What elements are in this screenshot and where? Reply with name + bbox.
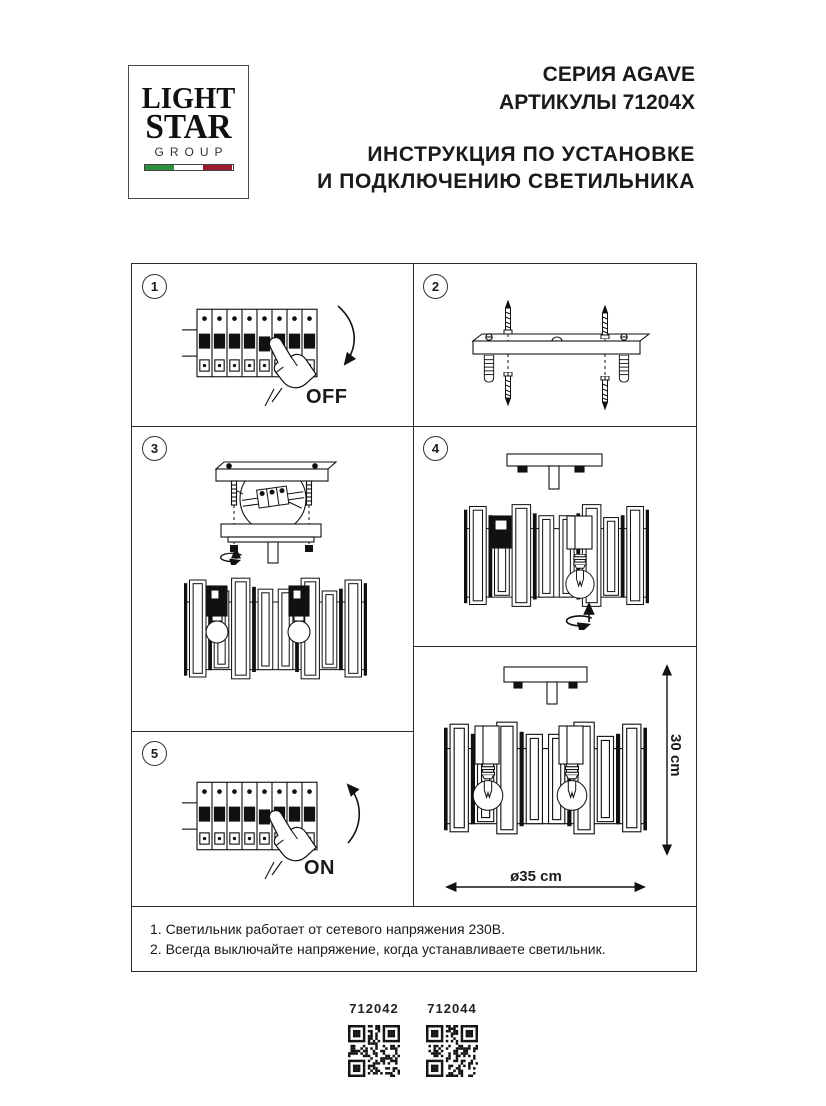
step1-off-label: OFF xyxy=(306,386,348,408)
product-712044 xyxy=(426,1001,479,1077)
step-panel-2 xyxy=(413,264,696,426)
step5-drawing xyxy=(132,731,413,906)
instruction-title xyxy=(317,141,695,195)
step5-number-badge: 5 xyxy=(142,741,167,766)
italian-flag-bar xyxy=(144,164,234,171)
notes-box xyxy=(132,906,696,971)
articles-title: АРТИКУЛЫ 71204X xyxy=(499,91,695,114)
steps-grid xyxy=(131,263,697,972)
qr-code xyxy=(426,1025,478,1077)
product-code: 712044 xyxy=(427,1001,477,1016)
series-title: СЕРИЯ AGAVE xyxy=(542,63,695,86)
logo-text-group: GROUP xyxy=(154,145,229,159)
step3-drawing xyxy=(132,426,413,731)
step4-number-badge: 4 xyxy=(423,436,448,461)
step-panel-3 xyxy=(132,426,413,731)
product-712042 xyxy=(348,1001,401,1077)
flag-green-segment xyxy=(145,165,174,170)
dimensions-panel xyxy=(413,646,696,906)
product-code: 712042 xyxy=(349,1001,399,1016)
lightstar-logo xyxy=(128,65,249,199)
height-dimension-label: 30 cm xyxy=(667,734,684,777)
step4-drawing xyxy=(413,426,696,646)
instruction-title-line2: И ПОДКЛЮЧЕНИЮ СВЕТИЛЬНИКА xyxy=(317,170,695,193)
step-panel-5 xyxy=(132,731,413,906)
footer-products xyxy=(0,1001,826,1077)
instruction-title-line1: ИНСТРУКЦИЯ ПО УСТАНОВКЕ xyxy=(367,143,695,166)
step5-on-label: ON xyxy=(304,857,335,879)
step-panel-4 xyxy=(413,426,696,646)
flag-white-segment xyxy=(174,165,203,170)
qr-code xyxy=(348,1025,400,1077)
step1-number-badge: 1 xyxy=(142,274,167,299)
step2-drawing xyxy=(413,264,696,426)
step3-number-badge: 3 xyxy=(142,436,167,461)
step1-drawing xyxy=(132,264,413,426)
note-line-1: 1. Светильник работает от сетевого напряжения 230В. xyxy=(150,921,506,937)
logo-text-light: LIGHT xyxy=(141,80,236,115)
logo-text-star: STAR xyxy=(145,107,232,146)
flag-red-segment xyxy=(203,165,232,170)
step-panel-1 xyxy=(132,264,413,426)
note-line-2: 2. Всегда выключайте напряжение, когда устанавливаете светильник. xyxy=(150,941,606,957)
step2-number-badge: 2 xyxy=(423,274,448,299)
dimensions-drawing xyxy=(413,646,696,906)
diameter-dimension-label: ø35 cm xyxy=(510,868,562,885)
document-titles xyxy=(317,62,695,195)
